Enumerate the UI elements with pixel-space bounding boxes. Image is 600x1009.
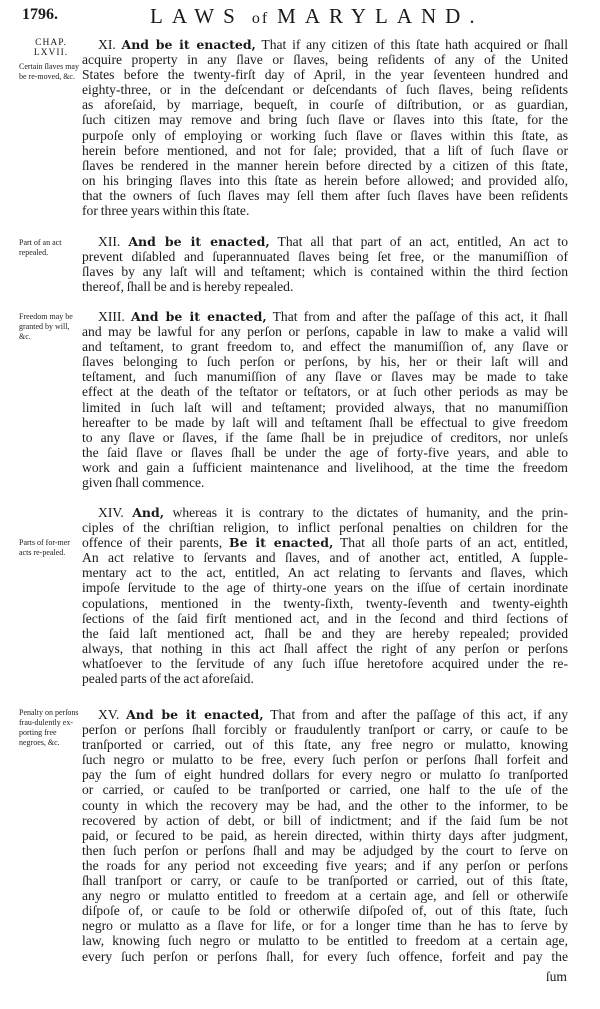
enacting-clause: And, bbox=[132, 505, 165, 520]
margin-note: Freedom may be granted by will, &c. bbox=[19, 312, 73, 341]
text-line: hereafter to be made by laſt will and teſtament ſhall be effectual to give freedom bbox=[82, 414, 568, 430]
text-line: limited in ſuch laſt will and teſtament; provided always, that no manumiſſion bbox=[82, 399, 568, 415]
text-line: negro or mulatto as a ſlave for life, or for a longer time than he has to ſerve by bbox=[82, 918, 568, 934]
text-line: ſhall tranſport or carry, or cauſe to be tranſported or carried, out of this ſtate, bbox=[82, 873, 568, 889]
text-line: diſpoſe of, or cauſe to be ſold or otherwiſe diſpoſed of, out of this ſtate, ſuch bbox=[82, 903, 568, 919]
text-line: county in which the recovery may be had, and the other to the informer, to be bbox=[82, 797, 568, 813]
text-line: ſuch negro or mulatto to be free, every ſuch perſon or perſons ſhall forfeit and bbox=[82, 752, 568, 768]
text-line: as aforeſaid, by marriage, bequeſt, in courſe of diſtribution, or as guardian, bbox=[82, 97, 568, 113]
text-line: purpoſe only of employing or working ſuch ſlave or ſlaves within this ſtate, as bbox=[82, 127, 568, 143]
text-line: to any ſlave or ſlaves, if the ſame ſhall be in prejudice of creditors, nor unleſs bbox=[82, 429, 568, 445]
text-line: teſtament, and ſuch manumiſſion of any ſlave or ſlaves may be made to take bbox=[82, 369, 568, 385]
text-line: ſlaves belonging to ſuch perſon or perſons, by his, her or their laſt will and bbox=[82, 354, 568, 370]
enacting-clause: And be it enacted, bbox=[121, 37, 256, 52]
section-text: That all that part of an act, entitled, An act to bbox=[269, 234, 568, 249]
margin-note: Part of an act repealed. bbox=[19, 238, 62, 257]
enacting-clause: And be it enacted, bbox=[130, 309, 267, 324]
text-line: paid, or ſecured to be paid, as herein directed, within thirty days after judgment, bbox=[82, 827, 568, 843]
section-text: That from and after the paſſage of this act, it ſhall bbox=[266, 309, 568, 324]
text-line: ſlaves by any laſt will and teſtament; which is contained within the third ſection bbox=[82, 264, 568, 280]
text-line: that the owners of ſuch ſlaves may ſell them after ſuch ſlaves have been reſidents bbox=[82, 187, 568, 203]
text-line: pealed parts of the act aforeſaid. bbox=[82, 671, 254, 687]
text-line: then ſuch perſon or perſons ſhall and may be adjudged by the court to ſerve on bbox=[82, 842, 568, 858]
enacting-clause: And be it enacted, bbox=[128, 234, 270, 249]
text-line: work and gain a ſufficient maintenance and livelihood, at the time the freedom bbox=[82, 459, 568, 475]
text-line: mentary act to the act, entitled, An act relating to ſervants and ſlaves, which bbox=[82, 565, 568, 581]
text-line: recovered by action of debt, or bill of indictment; and if the ſaid ſum be not bbox=[82, 812, 568, 828]
text-line: perſon or perſons ſhall forcibly or fraudulently tranſport or carry, or cauſe to be bbox=[82, 722, 568, 738]
section-first-line bbox=[82, 707, 568, 722]
text-line: ciples of the chriſtian religion, to inflict perſonal penalties on children for the bbox=[82, 520, 568, 536]
running-title bbox=[150, 4, 484, 29]
text-line: the roads for any period not exceeding five years; and if any perſon or perſons bbox=[82, 857, 568, 873]
text-line: tranſported or carried, out of this ſtate, any free negro or mulatto, knowing bbox=[82, 737, 568, 753]
text-line: An act relative to ſervants and ſlaves, and of another act, entitled, A ſupple- bbox=[82, 550, 568, 566]
page-number: 1796. bbox=[22, 6, 58, 23]
text-line: whatſoever to the ſervitude of any ſuch iſſue heretofore acquired under the re- bbox=[82, 655, 568, 671]
section-xii bbox=[82, 234, 568, 294]
section-number: XI. bbox=[98, 37, 116, 52]
text-line: every ſuch perſon or perſons ſhall, for every ſuch offence, forfeit and pay the bbox=[82, 948, 568, 964]
section-text: offence of their parents, bbox=[82, 535, 230, 551]
text-line: thereof, ſhall be and is hereby repealed. bbox=[82, 279, 294, 295]
text-line: the ſaid ſlave or ſlaves ſhall be under the age of forty-five years, and able to bbox=[82, 444, 568, 460]
margin-note: Certain ſlaves may be re-moved, &c. bbox=[19, 62, 79, 81]
section-xiv bbox=[82, 505, 568, 686]
text-line: the ſaid laſt mentioned act, ſhall be and they are hereby repealed; provided bbox=[82, 625, 568, 641]
section-text: whereas it is contrary to the dictates of humanity, and the prin- bbox=[164, 505, 568, 520]
text-line: herein before mentioned, and not for ſale; provided, that a liſt of ſuch ſlave or bbox=[82, 142, 568, 158]
text-line: impoſe ſervitude to the age of thirty-one years on the iſſue of certain inordinate bbox=[82, 580, 568, 596]
section-text: That from and after the paſſage of this act, if any bbox=[263, 707, 568, 722]
text-line: for three years within this ſtate. bbox=[82, 203, 250, 219]
margin-note: Parts of for-mer acts re-pealed. bbox=[19, 538, 70, 557]
text-line: or carried, or cauſed to be tranſported or carried, one half to the uſe of the bbox=[82, 782, 568, 798]
text-line: on his bringing ſlaves into this ſtate as herein before allowed; and provided alſo, bbox=[82, 172, 568, 188]
text-line: ſlaves be rendered in the manner herein before directed by a citizen of this ſtate, bbox=[82, 157, 568, 173]
text-line: ſuch citizen may remove and bring ſuch ſlave or ſlaves into this ſtate, for the bbox=[82, 112, 568, 128]
section-text: That if any citizen of this ſtate hath acquired or ſhall bbox=[255, 37, 568, 52]
text-line: any negro or mulatto entitled to freedom at a certain age, and ſell or otherwiſe bbox=[82, 888, 568, 904]
text-line: States before the twenty-firſt day of April, in the year ſeventeen hundred and bbox=[82, 67, 568, 83]
text-line: pay the ſum of eight hundred dollars for every negro or mulatto ſo tranſported bbox=[82, 767, 568, 783]
section-xiii bbox=[82, 309, 568, 490]
catchword: ſum bbox=[545, 969, 567, 984]
text-line: effect at the death of the teſtator or teſtators, or at ſuch other periods as may be bbox=[82, 384, 568, 400]
section-text: That all thoſe parts of an act, entitled, bbox=[333, 535, 568, 551]
text-line: eighty-three, or in the deſcendant or deſcendants of ſuch ſlaves, being reſidents bbox=[82, 82, 568, 98]
enacting-clause: Be it enacted, bbox=[229, 535, 334, 551]
title-state: MARYLAND. bbox=[277, 4, 484, 28]
chapter-label: CHAP. bbox=[35, 38, 67, 48]
text-line: prevent diſabled and ſuperannuated ſlaves being ſet free, or the manumiſſion of bbox=[82, 249, 568, 265]
text-line: law, knowing ſuch negro or mulatto to be entitled to freedom at a certain age, bbox=[82, 933, 568, 949]
text-line: copulations, mentioned in the twenty-ſixth, twenty-ſeventh and twenty-eighth bbox=[82, 595, 568, 611]
section-first-line bbox=[82, 309, 568, 324]
chapter-number: LXVII. bbox=[33, 48, 69, 58]
text-line: and teſtament, to grant freedom to, and effect the manumiſſion of, any ſlave or bbox=[82, 339, 568, 355]
margin-note: Penalty on perſons frau-dulently ex-porting free negroes, &c. bbox=[19, 708, 79, 747]
title-laws: LAWS bbox=[150, 4, 244, 28]
section-first-line bbox=[82, 505, 568, 520]
section-first-line bbox=[82, 37, 568, 52]
text-line: and may be lawful for any perſon or perſons, capable in law to make a valid will bbox=[82, 324, 568, 340]
chapter-heading bbox=[20, 38, 82, 58]
text-line: ſections of the ſaid firſt mentioned act, and in the ſecond and third ſections of bbox=[82, 610, 568, 626]
text-line: acquire property in any ſlave or ſlaves, being reſidents of any of the United bbox=[82, 52, 568, 68]
section-number: XII. bbox=[98, 234, 121, 249]
section-first-line bbox=[82, 234, 568, 249]
enacting-clause: And be it enacted, bbox=[126, 707, 264, 722]
text-line: given ſhall commence. bbox=[82, 475, 205, 491]
section-number: XIII. bbox=[98, 309, 125, 324]
text-line bbox=[82, 535, 568, 550]
section-xi bbox=[82, 37, 568, 218]
section-number: XV. bbox=[98, 707, 120, 722]
title-of: of bbox=[251, 10, 270, 27]
section-xv bbox=[82, 707, 568, 964]
section-number: XIV. bbox=[98, 505, 124, 520]
text-line: always, that nothing in this act ſhall affect the right of any perſon or perſons bbox=[82, 640, 568, 656]
